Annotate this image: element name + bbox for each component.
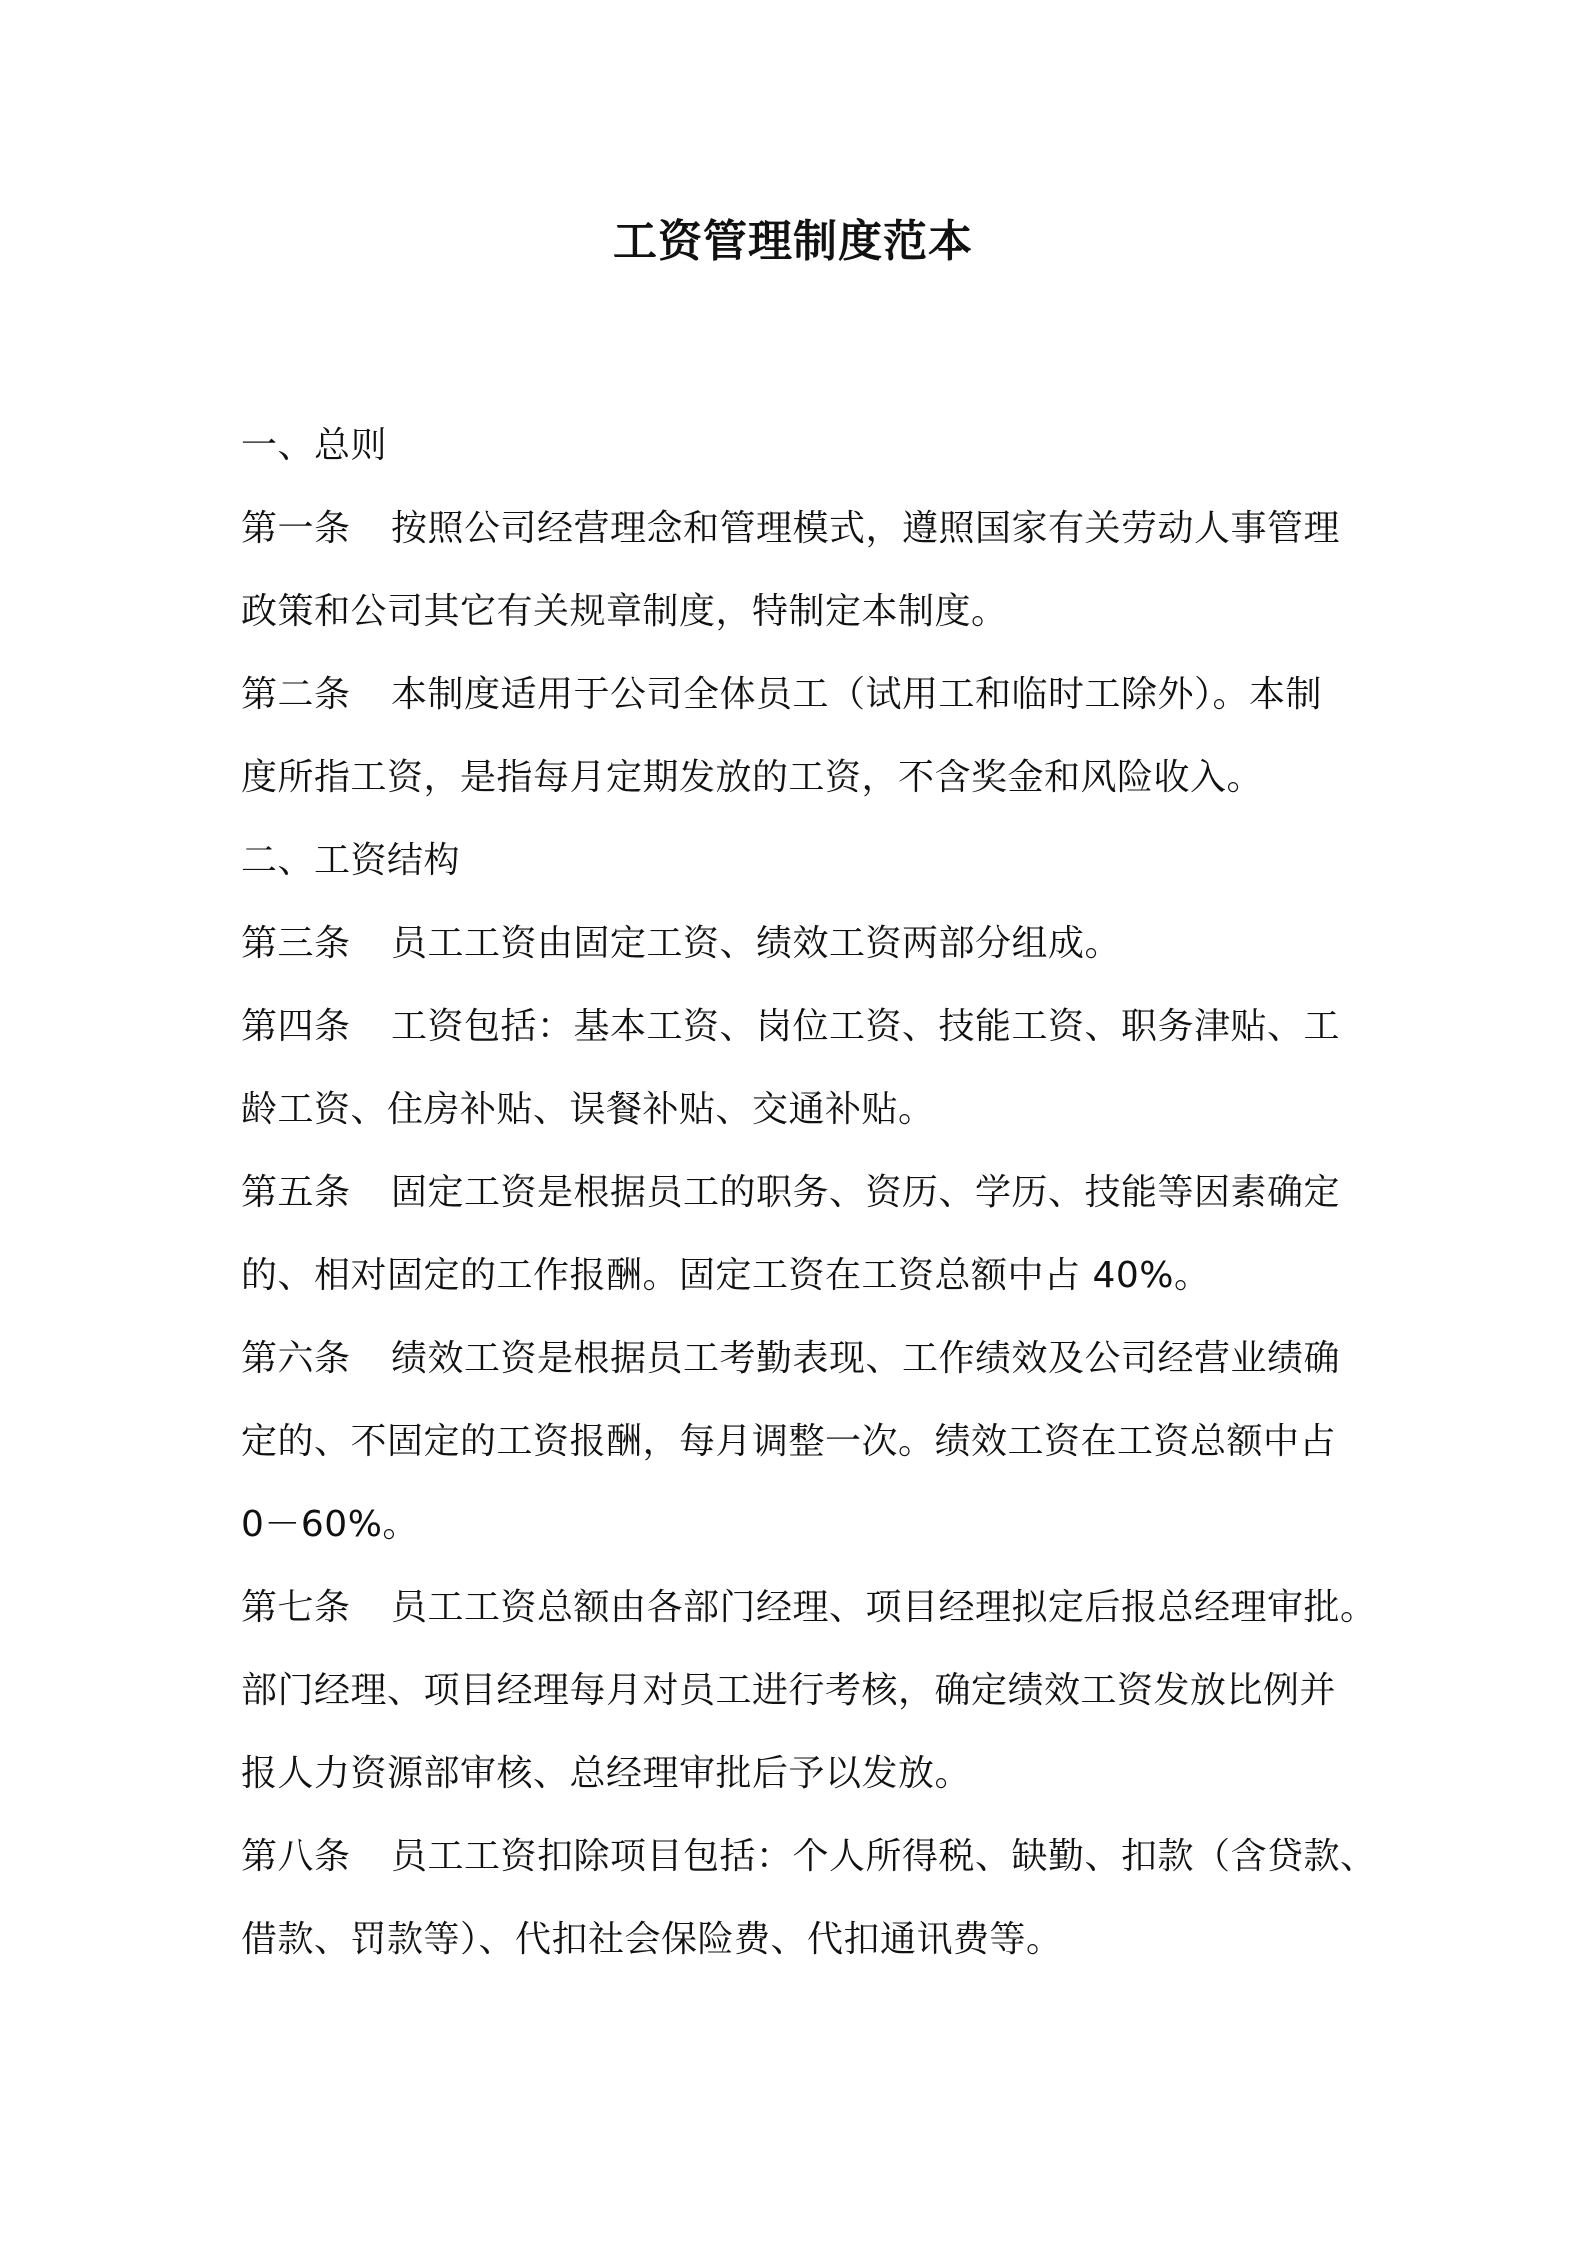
- line-text: 定的、不固定的工资报酬，每月调整一次。绩效工资在工资总额中占: [241, 1421, 1337, 1462]
- article-line: [241, 902, 1371, 985]
- paragraph-line: [241, 1400, 1371, 1483]
- article-line: [241, 1317, 1371, 1400]
- line-text: 本制度适用于公司全体员工（试用工和临时工除外）。本制: [391, 674, 1323, 715]
- article-line: [241, 1151, 1371, 1234]
- article-line: [241, 1815, 1377, 1898]
- line-text: 的、相对固定的工作报酬。固定工资在工资总额中占 40%。: [241, 1255, 1211, 1296]
- line-text: 政策和公司其它有关规章制度，特制定本制度。: [241, 591, 1008, 632]
- paragraph-line: [241, 570, 1371, 653]
- paragraph-line: [241, 1234, 1371, 1317]
- article-number: 第八条: [241, 1836, 351, 1877]
- paragraph-line: [241, 736, 1371, 819]
- line-text: 员工工资由固定工资、绩效工资两部分组成。: [391, 923, 1122, 964]
- line-text: 0－60%。: [241, 1504, 419, 1545]
- article-number: 第四条: [241, 1006, 351, 1047]
- article-number: 第七条: [241, 1587, 351, 1628]
- article-line: [241, 487, 1371, 570]
- section-heading: [241, 404, 1371, 487]
- line-text: 员工工资扣除项目包括：个人所得税、缺勤、扣款（含贷款、: [391, 1836, 1377, 1877]
- document-body: [241, 404, 1377, 1981]
- article-line: [241, 985, 1371, 1068]
- line-text: 固定工资是根据员工的职务、资历、学历、技能等因素确定: [391, 1172, 1341, 1213]
- article-number: 第二条: [241, 674, 351, 715]
- article-line: [241, 1566, 1377, 1649]
- line-text: 一、总则: [241, 425, 388, 466]
- line-text: 员工工资总额由各部门经理、项目经理拟定后报总经理审批。: [391, 1587, 1377, 1628]
- article-number: 第三条: [241, 923, 351, 964]
- article-number: 第一条: [241, 508, 351, 549]
- paragraph-line: [241, 1898, 1371, 1981]
- paragraph-line: [241, 1483, 1371, 1566]
- article-line: [241, 653, 1371, 736]
- article-number: 第五条: [241, 1172, 351, 1213]
- paragraph-line: [241, 1732, 1371, 1815]
- line-text: 工资包括：基本工资、岗位工资、技能工资、职务津贴、工: [391, 1006, 1341, 1047]
- document-title: 工资管理制度范本: [613, 216, 973, 267]
- article-number: 第六条: [241, 1338, 351, 1379]
- line-text: 龄工资、住房补贴、误餐补贴、交通补贴。: [241, 1089, 935, 1130]
- paragraph-line: [241, 1649, 1371, 1732]
- line-text: 借款、罚款等）、代扣社会保险费、代扣通讯费等。: [241, 1919, 1063, 1960]
- line-text: 部门经理、项目经理每月对员工进行考核，确定绩效工资发放比例并: [241, 1670, 1337, 1711]
- line-text: 按照公司经营理念和管理模式，遵照国家有关劳动人事管理: [391, 508, 1341, 549]
- line-text: 二、工资结构: [241, 840, 461, 881]
- line-text: 报人力资源部审核、总经理审批后予以发放。: [241, 1753, 972, 1794]
- line-text: 度所指工资，是指每月定期发放的工资，不含奖金和风险收入。: [241, 757, 1264, 798]
- paragraph-line: [241, 1068, 1371, 1151]
- section-heading: [241, 819, 1371, 902]
- line-text: 绩效工资是根据员工考勤表现、工作绩效及公司经营业绩确: [391, 1338, 1341, 1379]
